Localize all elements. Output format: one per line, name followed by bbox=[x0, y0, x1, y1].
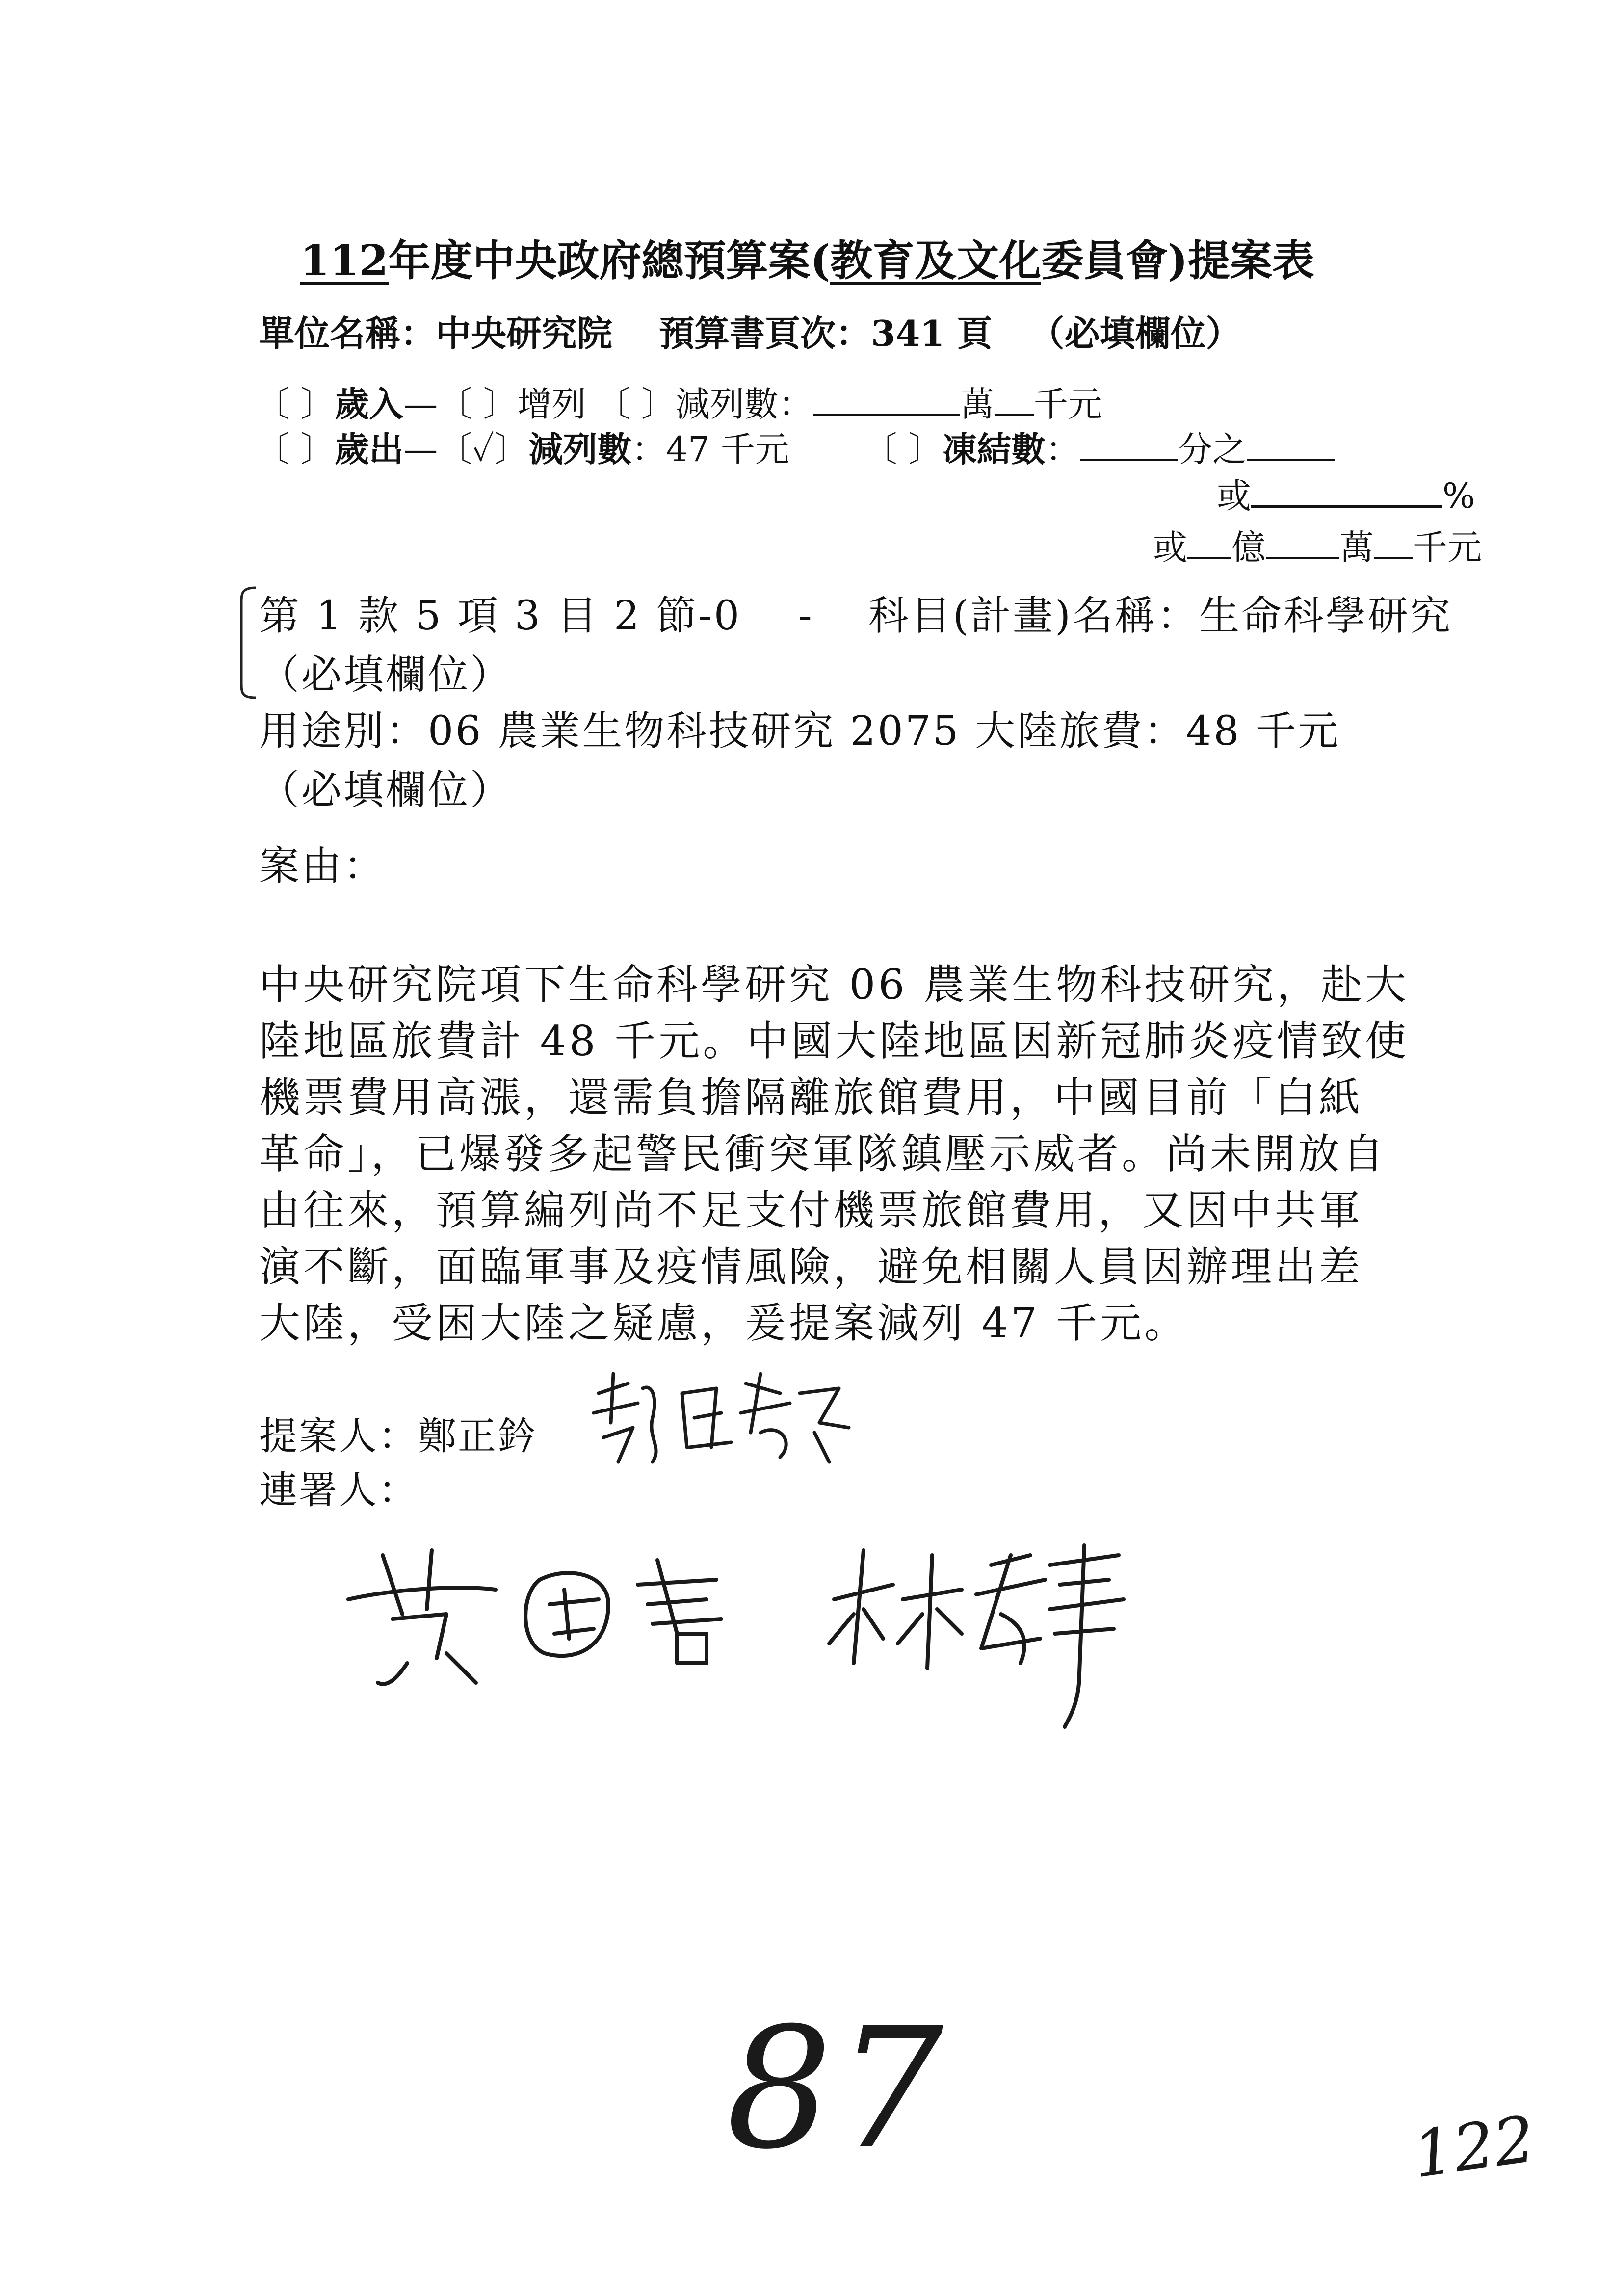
unit-label: 單位名稱：中央研究院 bbox=[259, 313, 613, 354]
item-code-line bbox=[259, 584, 814, 641]
qian-label: 千元 bbox=[1413, 527, 1482, 568]
usage-required: （必填欄位） bbox=[259, 767, 513, 813]
reason-line: 由往來，預算編列尚不足支付機票旅館費用，又因中共軍 bbox=[259, 1186, 1363, 1234]
item-required: （必填欄位） bbox=[259, 652, 513, 698]
revenue-line bbox=[255, 377, 1102, 426]
proposer-label: 提案人：鄭正鈐 bbox=[259, 1414, 538, 1459]
page-title bbox=[300, 227, 1314, 287]
title-committee: 教育及文化 bbox=[830, 236, 1042, 286]
title-year: 112 bbox=[300, 236, 389, 286]
reason-line: 大陸，受困大陸之疑慮，爰提案減列 47 千元。 bbox=[259, 1299, 1189, 1347]
freeze-denominator-blank[interactable] bbox=[1080, 424, 1178, 461]
cosigner-signature-1 bbox=[334, 1516, 775, 1693]
or-amount-line bbox=[1153, 520, 1482, 570]
revenue-qian-blank[interactable] bbox=[995, 379, 1034, 416]
freeze-numerator-blank[interactable] bbox=[1247, 424, 1335, 461]
decrease-checkbox-checked[interactable]: 〔✓〕 bbox=[438, 429, 529, 470]
revenue-checkbox[interactable]: 〔 〕 bbox=[255, 384, 335, 424]
revenue-amount-blank[interactable] bbox=[813, 379, 960, 416]
revenue-label: 歲入 bbox=[335, 384, 404, 424]
page-number: 122 bbox=[1408, 2101, 1540, 2192]
revenue-dash: — bbox=[403, 384, 438, 424]
item-subject: 科目(計畫)名稱：生命科學研究 bbox=[868, 593, 1452, 639]
handwritten-number-text: 87 bbox=[726, 1992, 948, 2186]
reason-label: 案由： bbox=[259, 843, 386, 889]
item-code: 第 1 款 5 項 3 目 2 節-0 - bbox=[259, 593, 814, 639]
or-percent-label: 或 bbox=[1217, 476, 1251, 516]
title-part1: 年度中央政府總預算案( bbox=[388, 236, 831, 286]
wan-label: 萬 bbox=[1339, 527, 1374, 568]
freeze-checkbox[interactable]: 〔 〕 bbox=[863, 429, 943, 470]
or-percent-line bbox=[1217, 469, 1475, 518]
expense-decrease-value: ：47 千元 bbox=[631, 429, 789, 470]
freeze-fraction: 分之 bbox=[1178, 429, 1247, 470]
percent-sign: % bbox=[1442, 476, 1475, 516]
or-amount-label: 或 bbox=[1153, 527, 1187, 568]
proposer-signature bbox=[584, 1364, 859, 1472]
usage-line: 用途別：06 農業生物科技研究 2075 大陸旅費：48 千元 bbox=[259, 708, 1340, 755]
freeze-colon: ： bbox=[1046, 429, 1080, 470]
qian-blank[interactable] bbox=[1374, 522, 1413, 559]
required-note: （必填欄位） bbox=[1029, 313, 1241, 354]
handwritten-number bbox=[726, 1992, 948, 2186]
reason-line: 革命」，已爆發多起警民衝突軍隊鎮壓示威者。尚未開放自 bbox=[259, 1130, 1387, 1178]
expense-line bbox=[255, 422, 1335, 471]
title-part2: 委員會)提案表 bbox=[1041, 236, 1314, 286]
cosigner-label: 連署人： bbox=[259, 1468, 419, 1513]
budget-page: 預算書頁次：341 頁 bbox=[659, 313, 993, 354]
expense-checkbox[interactable]: 〔 〕 bbox=[255, 429, 335, 470]
revenue-decrease-option[interactable]: 〔 〕減列數： bbox=[596, 384, 813, 424]
expense-dash: — bbox=[403, 429, 438, 470]
revenue-wan: 萬 bbox=[960, 384, 995, 424]
reason-line: 演不斷，面臨軍事及疫情風險，避免相關人員因辦理出差 bbox=[259, 1243, 1363, 1291]
wan-blank[interactable] bbox=[1266, 522, 1339, 559]
reason-line: 中央研究院項下生命科學研究 06 農業生物科技研究，赴大 bbox=[259, 961, 1410, 1009]
reason-line: 陸地區旅費計 48 千元。中國大陸地區因新冠肺炎疫情致使 bbox=[259, 1017, 1410, 1065]
revenue-qian: 千元 bbox=[1033, 384, 1102, 424]
expense-decrease-label: 減列數 bbox=[528, 429, 632, 470]
yi-label: 億 bbox=[1231, 527, 1266, 568]
percent-blank[interactable] bbox=[1251, 471, 1442, 508]
freeze-label: 凍結數 bbox=[943, 429, 1046, 470]
yi-blank[interactable] bbox=[1187, 522, 1231, 559]
expense-label: 歲出 bbox=[335, 429, 404, 470]
revenue-increase-option[interactable]: 〔 〕增列 bbox=[438, 384, 586, 424]
unit-line bbox=[259, 305, 1241, 356]
reason-line: 機票費用高漲，還需負擔隔離旅館費用，中國目前「白紙 bbox=[259, 1073, 1363, 1122]
cosigner-signature-2 bbox=[814, 1526, 1158, 1732]
